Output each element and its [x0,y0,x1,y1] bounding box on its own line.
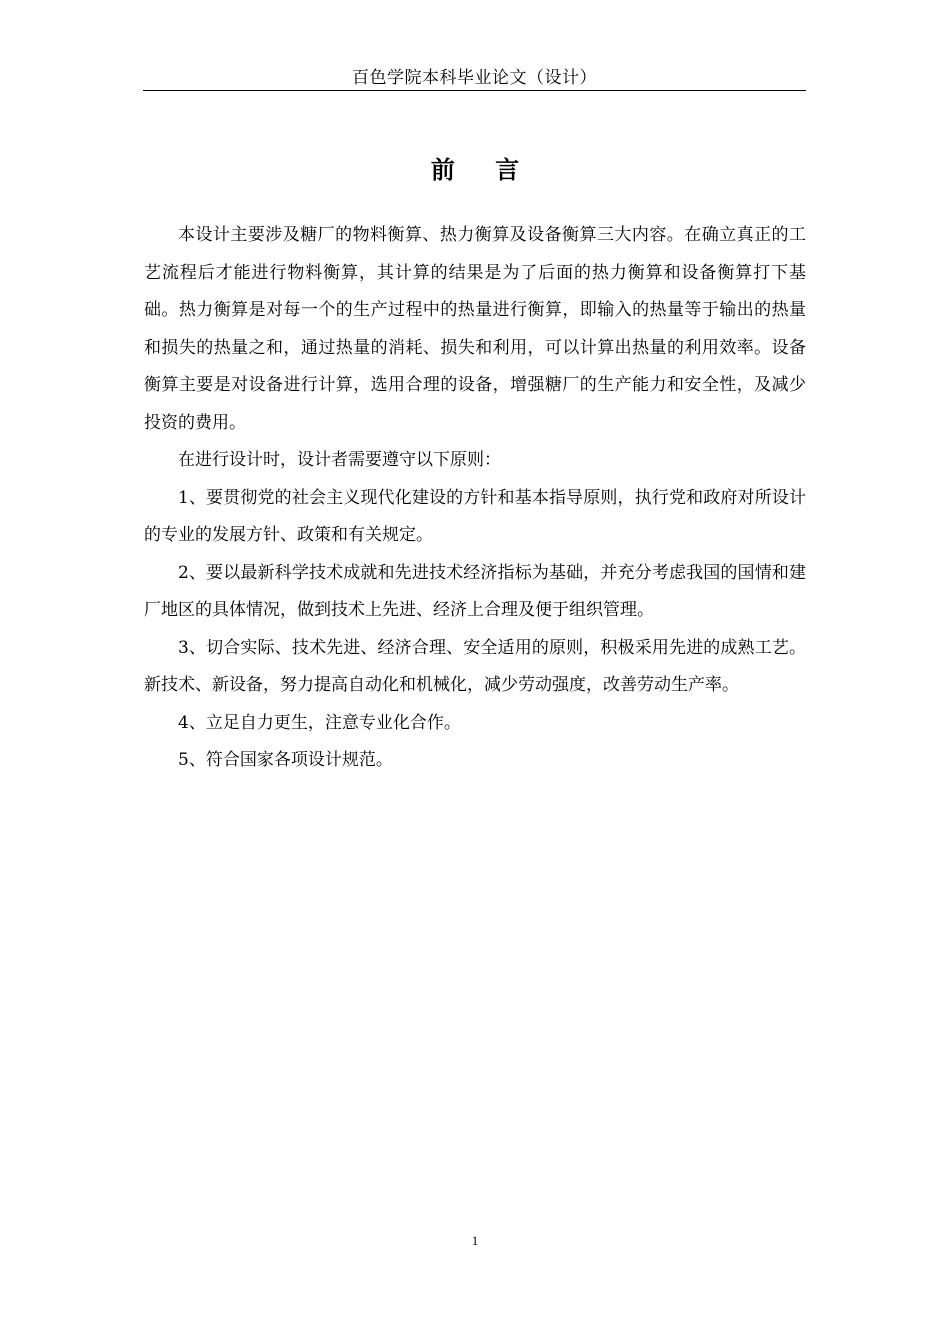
principle-item-1: 1、要贯彻党的社会主义现代化建设的方针和基本指导原则，执行党和政府对所设计的专业的发展方针、政策和有关规定。 [144,487,806,545]
section-title: 前 言 [430,156,536,184]
body-content [144,217,806,780]
principle-item-4: 4、立足自力更生，注意专业化合作。 [178,712,461,733]
principle-item-2: 2、要以最新科学技术成就和先进技术经济指标为基础，并充分考虑我国的国情和建厂地区的具体情况，做到技术上先进、经济上合理及便于组织管理。 [144,562,806,620]
principle-item-3: 3、切合实际、技术先进、经济合理、安全适用的原则，积极采用先进的成熟工艺。新技术、新设备，努力提高自动化和机械化，减少劳动强度，改善劳动生产率。 [144,637,806,695]
page-number: 1 [471,1233,479,1248]
page-header [143,66,806,91]
header-text: 百色学院本科毕业论文（设计） [352,68,597,88]
principles-lead-paragraph: 在进行设计时，设计者需要遵守以下原则： [178,450,501,470]
principle-item-5: 5、符合国家各项设计规范。 [178,750,393,770]
intro-paragraph: 本设计主要涉及糖厂的物料衡算、热力衡算及设备衡算三大内容。在确立真正的工艺流程后才能进行物料衡算，其计算的结果是为了后面的热力衡算和设备衡算打下基础。热力衡算是对每一个的生产过程中的热量进行衡算，即输入的热量等于输出的热量和损失的热量之和，通过热量的消耗、损失和利用，可以计算出热量的利用效率。设备衡算主要是对设备进行计算，选用合理的设备，增强糖厂的生产能力和安全性，及减少投资的费用。 [144,225,806,433]
